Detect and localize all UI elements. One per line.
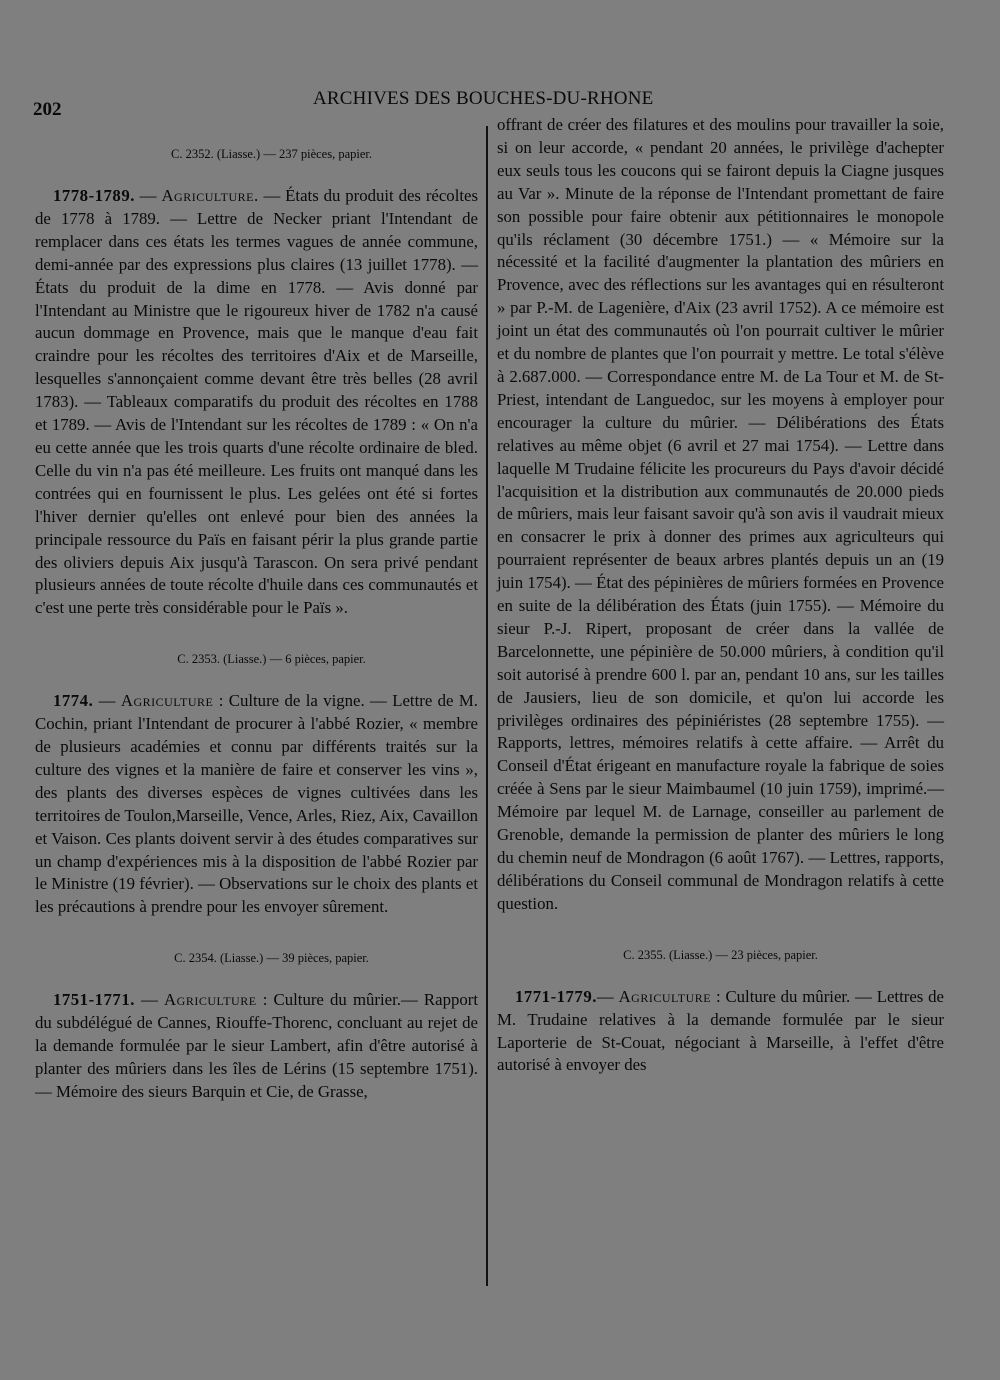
cote-c2355: C. 2355. (Liasse.) — 23 pièces, papier.: [623, 947, 818, 962]
entry-text: : Culture du mûrier.— Rapport du subdélégué de Cannes, Riouffe-Thorenc, concluant au rejet de la demande formulée par le sieur Lambert, afin d'être autorisé à planter des mûriers dans les îles de Lérins (15 septembre 1751). — Mémoire des sieurs Barquin et Cie, de Grasse,: [35, 990, 478, 1101]
cote-c2352: C. 2352. (Liasse.) — 237 pièces, papier.: [171, 147, 372, 161]
entry-date: 1778-1789.: [53, 186, 135, 205]
running-title: ARCHIVES DES BOUCHES-DU-RHONE: [313, 88, 654, 109]
entry-c2355: [497, 986, 944, 1078]
entry-text: : Culture du mûrier. — Lettres de M. Trudaine relatives à la demande formulée par le sieur Laporterie de St-Couat, négociant à Marseille, à l'effet d'être autorisé à envoyer des: [497, 986, 945, 1075]
column-divider: [486, 126, 488, 1286]
right-column: [497, 114, 944, 1077]
entry-c2353: [35, 690, 478, 919]
spacer: [497, 916, 944, 946]
entry-c2354: [35, 989, 478, 1104]
entry-text: — États du produit des récoltes de 1778 à 1789. — Lettre de Necker priant l'Intendant de remplacer dans ces états les termes vagues de année commune, demi-année par des expressions plus claires (13 juillet 1778). — États du produit de la dime en 1778. — Avis donné par l'Intendant au Ministre que le rigoureux hiver de 1782 n'a causé aucun dommage en Provence, mais que le manque d'eau fait craindre pour les récoltes des territoires d'Aix et de Marseille, lesquelles s'annonçaient comme devant être très belles (28 avril 1783). — Tableaux comparatifs du produit des récoltes en 1788 et 1789. — Avis de l'Intendant sur les récoltes de 1789 : « On n'a eu cette année que les trois quarts d'une récolte ordinaire de bled. Celle du vin n'a pas été meilleure. Les fruits ont manqué dans les contrées qui en fournissent le plus. Les gelées ont été si fortes l'hiver dernier qu'elles ont enlevé pour bien des années la principale ressource du Païs en faisant périr la plus grande partie des oliviers depuis Aix jusqu'à Tarascon. On sera privé pendant plusieurs années de toute récolte d'huile dans ces communautés et c'est une perte très considérable pour le Païs ».: [35, 186, 478, 618]
entry-heading: Agriculture: [618, 986, 712, 1006]
entry-date: 1774.: [53, 691, 94, 711]
entry-date: 1751-1771.: [53, 990, 135, 1010]
entry-date: 1771-1779.: [515, 986, 597, 1006]
spacer: [35, 163, 478, 185]
spacer: [35, 668, 478, 690]
cote-c2354: C. 2354. (Liasse.) — 39 pièces, papier.: [174, 951, 369, 966]
entry-heading: Agriculture: [164, 990, 257, 1010]
page-number: 202: [33, 99, 62, 120]
entry-c2354-continuation: offrant de créer des filatures et des moulins pour travailler la soie, si on leur accorde, « pendant 20 années, le privilège d'achepter eux seuls tous les coucons qui se fairont depuis la Ciagne jusques au Var ». Minute de la réponse de l'Intendant promettant de faire son possible pour faire obtenir aux pétitionnaires le monopole qu'ils réclament (30 décembre 1751.) — « Mémoire sur la nécessité et la facilité d'augmenter la plantation des mûriers en Provence, avec des réflections sur les avantages qui en résulteront » par P.-M. de Lagenière, d'Aix (23 avril 1752). A ce mémoire est joint un état des communautés où l'on pourrait cultiver le mûrier et du nombre de plantes que l'on pourrait y mettre. Le total s'élève à 2.687.000. — Correspondance entre M. de La Tour et M. de St-Priest, intendant de Languedoc, sur les moyens à employer pour encourager la culture du mûrier. — Délibérations des États relatives au même objet (6 avril et 27 mai 1754). — Lettre dans laquelle M Trudaine félicite les procureurs du Pays d'avoir décidé l'acquisition et la distribution aux communautés de 20.000 pieds de mûriers, mais leur faisant savoir qu'à son avis il vaudrait mieux en consacrer le prix à donner des primes aux agriculteurs qui pourraient représenter de beaux arbres plantés depuis un an (19 juin 1754). — État des pépinières de mûriers formées en Provence en suite de la délibération des États (juin 1755). — Mémoire du sieur P.-J. Ripert, proposant de créer dans la vallée de Barcelonnette, une pépinière de 50.000 mûriers, à condition qu'il soit autorisé à prendre 600 l. par an, pendant 10 ans, sur les tailles de Jausiers, lieu de son domicile, et qu'on lui accorde les privilèges ordinaires des pépiniéristes (28 septembre 1755). — Rapports, lettres, mémoires relatifs à cette affaire. — Arrêt du Conseil d'État érigeant en manufacture royale la fabrique de soies créée à Sens par le sieur Maimbaumel (10 juin 1759), imprimé.— Mémoire par lequel M. de Larnage, conseiller au parlement de Grenoble, demande la permission de planter des mûriers le long du chemin neuf de Mondragon (6 août 1767). — Lettres, rapports, délibérations du Conseil communal de Mondragon relatifs à cette question.: [497, 115, 944, 913]
spacer: [35, 967, 478, 989]
left-column: [35, 145, 478, 1104]
entry-dash: —: [98, 691, 121, 711]
entry-dash: —: [134, 990, 165, 1010]
spacer: [35, 620, 478, 650]
spacer: [35, 919, 478, 949]
entry-text: : Culture de la vigne. — Lettre de M. Cochin, priant l'Intendant de procurer à l'abbé Rozier, « membre de plusieurs académies et connu par différents traités sur la culture des vignes et la manière de faire et conserver les vins », des plants des diverses espèces de vignes cultivées dans les territoires de Toulon,Marseille, Vence, Arles, Riez, Aix, Cavaillon et Vaison. Ces plants doivent servir à des études comparatives sur un champ d'expériences mis à la disposition de l'abbé Rozier par le Ministre (19 février). — Observations sur le choix des plants et les précautions à prendre pour les envoyer sûrement.: [35, 691, 478, 917]
cote-c2353: C. 2353. (Liasse.) — 6 pièces, papier.: [177, 652, 366, 667]
entry-dash: —: [596, 986, 619, 1006]
entry-c2352: 1778-1789. — Agriculture. — États du produit des récoltes de 1778 à 1789. — Lettre de Necker priant l'Intendant de remplacer dans ces états les termes vagues de année commune, demi-année par des expressions plus claires (13 juillet 1778). — États du produit de la dime en 1778. — Avis donné par l'Intendant au Ministre que le rigoureux hiver de 1782 n'a causé aucun dommage en Provence, mais que le manque d'eau fait craindre pour les récoltes des territoires d'Aix et de Marseille, lesquelles s'annonçaient comme devant être très belles (28 avril 1783). — Tableaux comparatifs du produit des récoltes en 1788 et 1789. — Avis de l'Intendant sur les récoltes de 1789 : « On n'a eu cette année que les trois quarts d'une récolte ordinaire de bled. Celle du vin n'a pas été meilleure. Les fruits ont manqué dans les contrées qui en fournissent le plus. Les gelées ont été si fortes l'hiver dernier qu'elles ont enlevé pour bien des années la principale ressource du Païs en faisant périr la plus grande partie des oliviers depuis Aix jusqu'à Tarascon. On sera privé pendant plusieurs années de toute récolte d'huile dans ces communautés et c'est une perte très considérable pour le Païs ».: [35, 186, 478, 618]
entry-heading: Agriculture.: [161, 186, 259, 205]
spacer: [497, 964, 944, 986]
entry-heading: Agriculture: [120, 691, 214, 711]
